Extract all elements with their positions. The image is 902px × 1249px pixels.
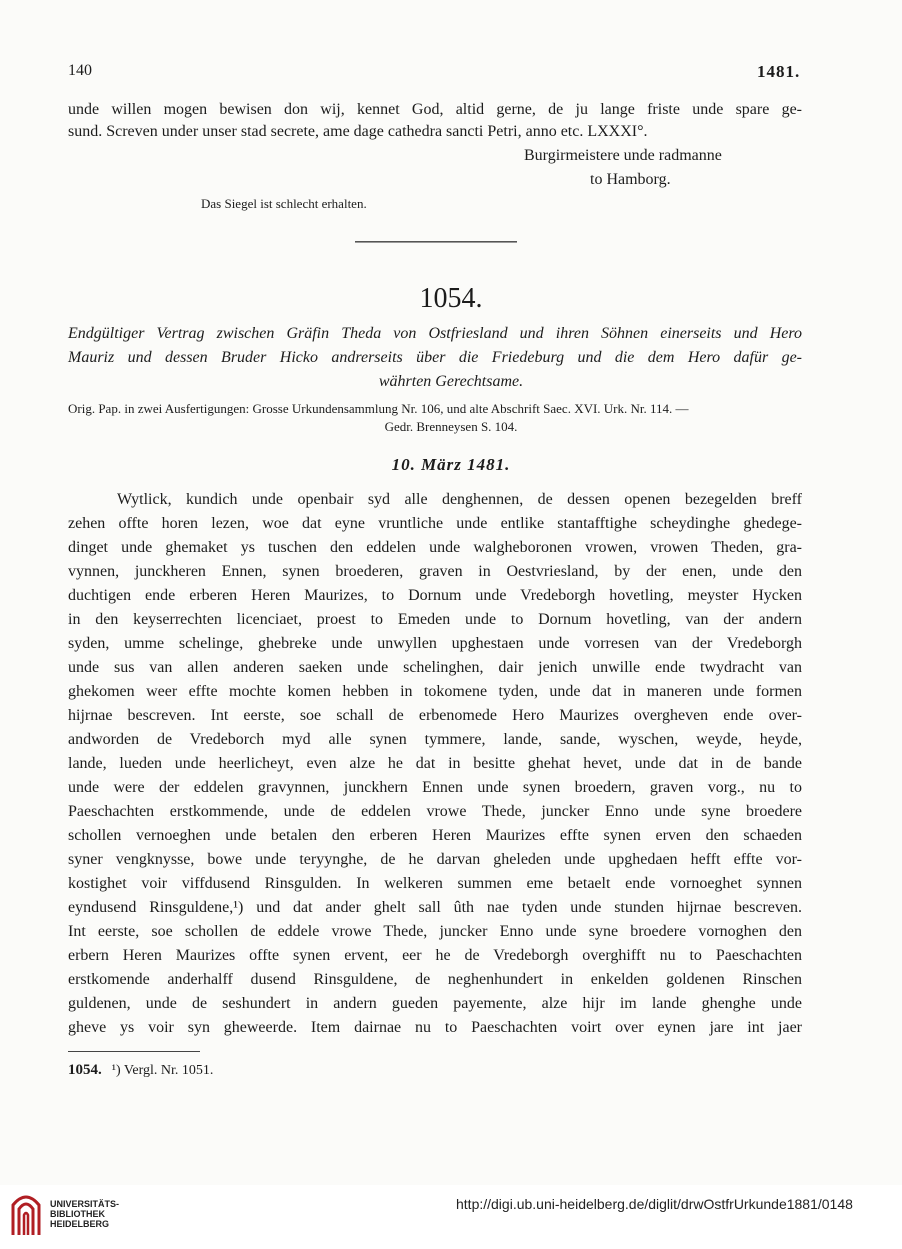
body-line: schollen vernoeghen unde betalen den erberen Heren Maurizes effte synen erven den schaeden	[68, 827, 802, 844]
library-name-line: UNIVERSITÄTS-	[50, 1199, 120, 1209]
viewer-footer	[0, 1185, 902, 1249]
body-line: erstkomende anderhalff dusend Rinsguldene, de neghenhundert in enkelden goldenen Rinschen	[68, 971, 802, 988]
body-line: lande, lueden unde heerlicheyt, even alze he dat in besitte ghehat hevet, unde dat in de bande	[68, 755, 802, 772]
page-number: 140	[68, 62, 92, 79]
document-title-line: Endgültiger Vertrag zwischen Gräfin Theda von Ostfriesland und ihren Söhnen einerseits und Hero	[68, 325, 802, 342]
signature-line: Burgirmeistere unde radmanne	[524, 147, 722, 164]
body-line: dinget unde ghemaket ys tuschen den eddelen unde walgheboronen vrowen, vrowen Theden, gra-	[68, 539, 802, 556]
body-line: gheve ys voir syn gheweerde. Item dairnae nu to Paeschachten voirt over eynen jare int jaer	[68, 1019, 802, 1036]
body-line: kostighet voir viffdusend Rinsgulden. In welkeren summen eme betaelt ende vornoeghet synnen	[68, 875, 802, 892]
body-line: syden, umme schelinge, ghebreke unde unwyllen upghestaen unde vorresen van der Vredeborgh	[68, 635, 802, 652]
document-date: 10. März 1481.	[391, 455, 511, 474]
body-line: unde were der eddelen gravynnen, junckhern Ennen unde synen broedern, graven vorg., nu to	[68, 779, 802, 796]
library-name-line: HEIDELBERG	[50, 1219, 110, 1229]
body-line: eyndusend Rinsguldene,¹) und dat ander ghelt sall ûth nae tyden unde stunden hijrnae bescreven.	[68, 899, 802, 916]
document-title-line: währten Gerechtsame.	[378, 373, 524, 390]
body-line: duchtigen ende erberen Heren Maurizes, to Dornum unde Vredeborgh hovetling, meyster Hycken	[68, 587, 802, 604]
permalink-url[interactable]: http://digi.ub.uni-heidelberg.de/diglit/drwOstfrUrkunde1881/0148	[456, 1196, 853, 1212]
footnote-rule	[68, 1051, 200, 1052]
body-line: Wytlick, kundich unde openbair syd alle denghennen, de dessen openen bezegelden breff	[117, 491, 802, 508]
library-name-line: BIBLIOTHEK	[50, 1209, 105, 1219]
library-name	[50, 1199, 119, 1229]
source-note: Gedr. Brenneysen S. 104.	[384, 419, 518, 434]
body-line: Int eerste, soe schollen de eddele vrowe Thede, juncker Enno unde syne broedere vornoghen den	[68, 923, 802, 940]
prev-doc-line: sund. Screven under unser stad secrete, ame dage cathedra sancti Petri, anno etc. LXXXI°.	[68, 123, 648, 140]
body-line: syner vengknysse, bowe unde teryynghe, de he darvan gheleden unde upghedaen hefft effte vor-	[68, 851, 802, 868]
seal-note: Das Siegel ist schlecht erhalten.	[201, 196, 367, 211]
body-line: vynnen, junckheren Ennen, synen broederen, graven in Oestvriesland, by der enen, unde den	[68, 563, 802, 580]
source-note: Orig. Pap. in zwei Ausfertigungen: Grosse Urkundensammlung Nr. 106, und alte Abschrift Saec. XVI. Urk. Nr. 114. —	[68, 401, 689, 416]
document-number: 1054.	[419, 283, 483, 314]
body-line: zehen offte horen lezen, woe dat eyne vruntliche unde entlike stantafftighe scheydinghe ghedege-	[68, 515, 802, 532]
prev-doc-line: unde willen mogen bewisen don wij, kennet God, altid gerne, de ju lange friste unde spare ge-	[68, 101, 802, 118]
body-line: ghekomen weer effte mochte komen hebben in tokomene tyden, unde dat in maneren unde formen	[68, 683, 802, 700]
body-line: hijrnae bescreven. Int eerste, soe schall de erbenomede Hero Maurizes overgheven ende over-	[68, 707, 802, 724]
signature-line: to Hamborg.	[590, 171, 671, 188]
body-line: unde sus van allen anderen saeken unde schelinghen, dair jenich unwille ende twydracht van	[68, 659, 802, 676]
body-line: andworden de Vredeborch myd alle synen tymmere, lande, sande, wyschen, weyde, heyde,	[68, 731, 802, 748]
body-line: guldenen, unde de seshundert in andern gueden payemente, alze hijr im lande ghenghe unde	[68, 995, 802, 1012]
section-separator	[355, 241, 517, 243]
body-line: in den keyserrechten licenciaet, proest to Emeden unde to Dornum hovetling, van der andern	[68, 611, 802, 628]
footnote-number: 1054.	[68, 1062, 102, 1078]
library-logo-icon	[10, 1193, 42, 1237]
body-line: erbern Heren Maurizes offte synen ervent, eer he de Vredeborgh overghifft nu to Paeschachten	[68, 947, 802, 964]
footnote-text: ¹) Vergl. Nr. 1051.	[111, 1063, 214, 1078]
footnote	[68, 1062, 213, 1079]
running-year: 1481.	[757, 62, 801, 81]
body-line: Paeschachten erstkommende, unde de eddelen vrowe Thede, juncker Enno unde syne broedere	[68, 803, 802, 820]
document-title-line: Mauriz und dessen Bruder Hicko andrerseits über die Friedeburg und die dem Hero dafür ge-	[68, 349, 802, 366]
